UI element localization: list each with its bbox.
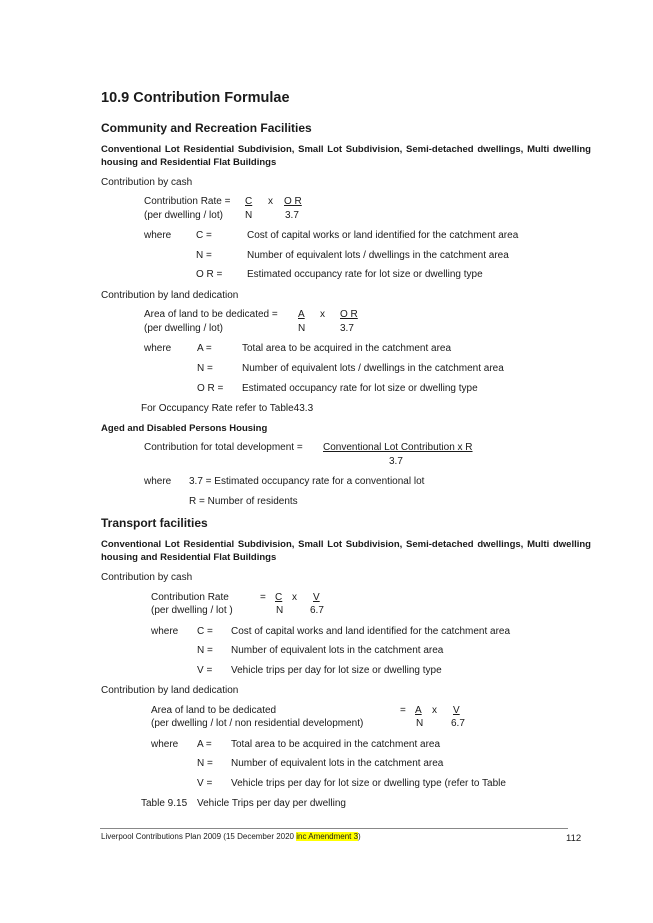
transport-subtitle-line2: housing and Residential Flat Buildings [101,552,277,563]
aged-where: where [144,476,172,487]
occupancy-rate-note: For Occupancy Rate refer to Table43.3 [141,403,314,414]
community-land-den: N [298,323,306,334]
transport-cash-eq: = [260,592,266,603]
page-number: 112 [566,833,582,844]
transport-subtitle-line1: Conventional Lot Residential Subdivision, Small Lot Subdivision, Semi-detached dwellings, Multi dwelling [101,539,591,550]
transport-land-label: Contribution by land dedication [101,685,239,696]
aged-def1: 3.7 = Estimated occupancy rate for a conventional lot [189,476,425,487]
community-land-den2: 3.7 [340,323,354,334]
transport-cash-num2: V [313,592,320,603]
community-cash-times: x [268,196,273,207]
transport-land-def-text: Number of equivalent lots in the catchment area [231,758,444,769]
community-cash-def-sym: N = [196,250,212,261]
transport-land-num: A [415,705,422,716]
transport-land-eq: = [400,705,406,716]
community-cash-def-text: Cost of capital works or land identified for the catchment area [247,230,519,241]
community-land-num2: O R [340,309,358,320]
section-title-transport: Transport facilities [101,516,208,530]
community-cash-def-sym: C = [196,230,212,241]
community-land-def-text: Number of equivalent lots / dwellings in the catchment area [242,363,504,374]
transport-cash-def-text: Number of equivalent lots in the catchment area [231,645,444,656]
footer-close: ) [358,832,361,841]
transport-land-def-text: Vehicle trips per day for lot size or dwelling type (refer to Table [231,778,506,789]
aged-label: Contribution for total development = [144,442,303,453]
aged-denominator: 3.7 [389,456,403,467]
transport-land-def-text: Total area to be acquired in the catchment area [231,739,441,750]
transport-land-times: x [432,705,437,716]
transport-cash-den2: 6.7 [310,605,324,616]
community-land-def-sym: A = [197,343,212,354]
transport-cash-rate-label: Contribution Rate [151,592,229,603]
aged-def2: R = Number of residents [189,496,298,507]
transport-land-num2: V [453,705,460,716]
footer-divider [100,828,568,829]
section-title-community: Community and Recreation Facilities [101,121,312,135]
community-cash-num2: O R [284,196,302,207]
transport-cash-def-text: Cost of capital works and land identified for the catchment area [231,626,511,637]
transport-cash-def-text: Vehicle trips per day for lot size or dwelling type [231,665,442,676]
community-land-num: A [298,309,305,320]
community-cash-num: C [245,196,253,207]
community-land-def-sym: O R = [197,383,224,394]
community-cash-where: where [144,230,172,241]
transport-land-where: where [151,739,179,750]
community-cash-def-text: Estimated occupancy rate for lot size or dwelling type [247,269,483,280]
transport-land-def-sym: V = [197,778,213,789]
community-cash-den2: 3.7 [285,210,299,221]
table-caption: Vehicle Trips per day per dwelling [197,798,346,809]
transport-cash-def-sym: V = [197,665,213,676]
community-land-def-sym: N = [197,363,213,374]
transport-land-def-sym: N = [197,758,213,769]
community-cash-rate-label: Contribution Rate = [144,196,231,207]
community-land-def-text: Total area to be acquired in the catchment area [242,343,452,354]
transport-cash-def-sym: N = [197,645,213,656]
community-cash-den: N [245,210,253,221]
transport-land-den: N [416,718,424,729]
community-land-where: where [144,343,172,354]
transport-cash-num: C [275,592,283,603]
community-land-label: Contribution by land dedication [101,290,239,301]
transport-cash-times: x [292,592,297,603]
community-land-def-text: Estimated occupancy rate for lot size or dwelling type [242,383,478,394]
transport-cash-rate-sub: (per dwelling / lot ) [151,605,233,616]
transport-land-rate-label: Area of land to be dedicated [151,705,277,716]
community-cash-rate-sub: (per dwelling / lot) [144,210,223,221]
community-land-rate-label: Area of land to be dedicated = [144,309,278,320]
section-title-aged: Aged and Disabled Persons Housing [101,423,268,434]
transport-land-rate-sub: (per dwelling / lot / non residential development) [151,718,364,729]
community-land-rate-sub: (per dwelling / lot) [144,323,223,334]
page-title: 10.9 Contribution Formulae [101,90,290,106]
community-subtitle-line2: housing and Residential Flat Buildings [101,157,277,168]
transport-cash-where: where [151,626,179,637]
aged-numerator: Conventional Lot Contribution x R [323,442,473,453]
footer-doc-title: Liverpool Contributions Plan 2009 (15 December 2020 [101,832,297,841]
transport-cash-den: N [276,605,284,616]
community-cash-label: Contribution by cash [101,177,193,188]
transport-cash-def-sym: C = [197,626,213,637]
community-land-times: x [320,309,325,320]
community-cash-def-text: Number of equivalent lots / dwellings in the catchment area [247,250,509,261]
footer-highlight: inc Amendment 3 [296,832,359,841]
community-subtitle-line1: Conventional Lot Residential Subdivision, Small Lot Subdivision, Semi-detached dwellings, Multi dwelling [101,144,591,155]
community-cash-def-sym: O R = [196,269,223,280]
transport-land-def-sym: A = [197,739,212,750]
transport-land-den2: 6.7 [451,718,465,729]
transport-cash-label: Contribution by cash [101,572,193,583]
table-reference: Table 9.15 [141,798,188,809]
footer-text [101,831,361,843]
